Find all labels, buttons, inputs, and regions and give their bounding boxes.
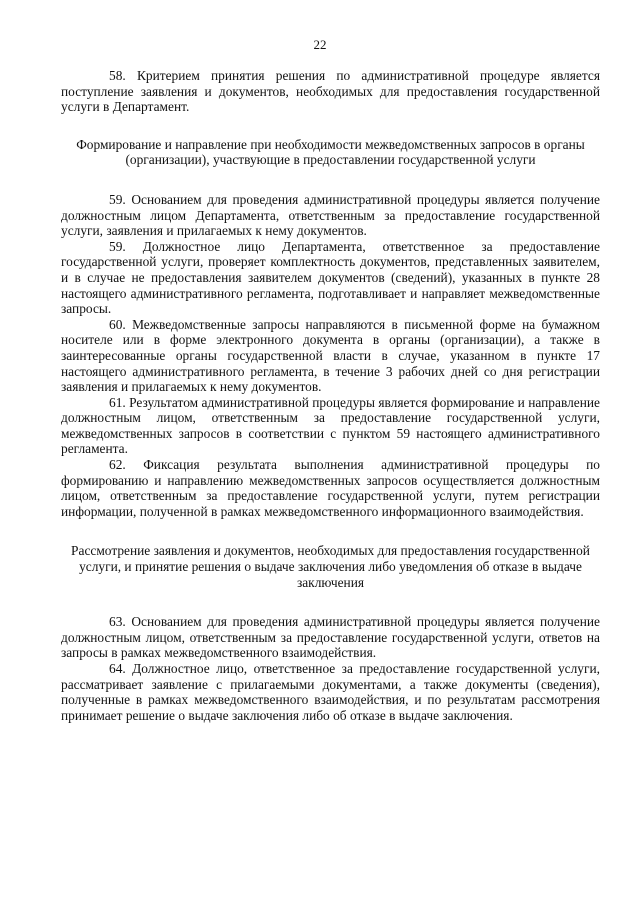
- paragraph-58: 58. Критерием принятия решения по административной процедуре является поступление заявления и документов, необходимых для предоставления государственной услуги в Департамент.: [61, 68, 600, 115]
- spacer: [61, 168, 600, 192]
- spacer: [61, 590, 600, 614]
- section-heading-review-decision: Рассмотрение заявления и документов, необходимых для предоставления государственной услуги, и принятие решения о выдаче заключения либо уведомления об отказе в выдаче заключения: [71, 543, 590, 590]
- paragraph-59-official: 59. Должностное лицо Департамента, ответственное за предоставление государственной услуги, проверяет комплектность документов, представленных заявителем, и в случае не предоставления заявителем документов (сведений), указанных в пункте 28 настоящего административного регламента, подготавливает и направляет межведомственные запросы.: [61, 238, 600, 317]
- spacer: [61, 115, 600, 137]
- paragraph-60: 60. Межведомственные запросы направляются в письменной форме на бумажном носителе или в форме электронного документа в органы (организации), а также в заинтересованные органы государственной власти в случае, указанном в пункте 17 настоящего административного регламента, в течение 3 рабочих дней со дня регистрации заявления и прилагаемых к нему документов.: [61, 316, 600, 395]
- paragraph-64: 64. Должностное лицо, ответственное за предоставление государственной услуги, рассматривает заявление с прилагаемыми документами, а также документы (сведения), полученные в рамках межведомственного взаимодействия, и по результатам рассмотрения принимает решение о выдаче заключения либо об отказе в выдаче заключения.: [61, 661, 600, 723]
- paragraph-63: 63. Основанием для проведения административной процедуры является получение должностным лицом, ответственным за предоставление государственной услуги, ответов на запросы в рамках межведомственного взаимодействия.: [61, 614, 600, 661]
- paragraph-61: 61. Результатом административной процедуры является формирование и направление должностным лицом, ответственным за предоставление государственной услуги, межведомственных запросов в соответствии с пунктом 59 настоящего административного регламента.: [61, 394, 600, 457]
- section-heading-interagency-requests: Формирование и направление при необходимости межведомственных запросов в органы (организации), участвующие в предоставлении государственной услуги: [76, 136, 585, 168]
- paragraph-62: 62. Фиксация результата выполнения административной процедуры по формированию и направлению межведомственных запросов осуществляется должностным лицом, ответственным за предоставление государственной услуги, путем регистрации информации, полученной в рамках межведомственного информационного взаимодействия.: [61, 457, 600, 519]
- paragraph-59-basis: 59. Основанием для проведения административной процедуры является получение должностным лицом Департамента, ответственным за предоставление государственной услуги, заявления и прилагаемых к нему документов.: [61, 191, 600, 239]
- page-number: 22: [313, 37, 327, 52]
- spacer: [61, 519, 600, 543]
- document-body: [61, 68, 600, 723]
